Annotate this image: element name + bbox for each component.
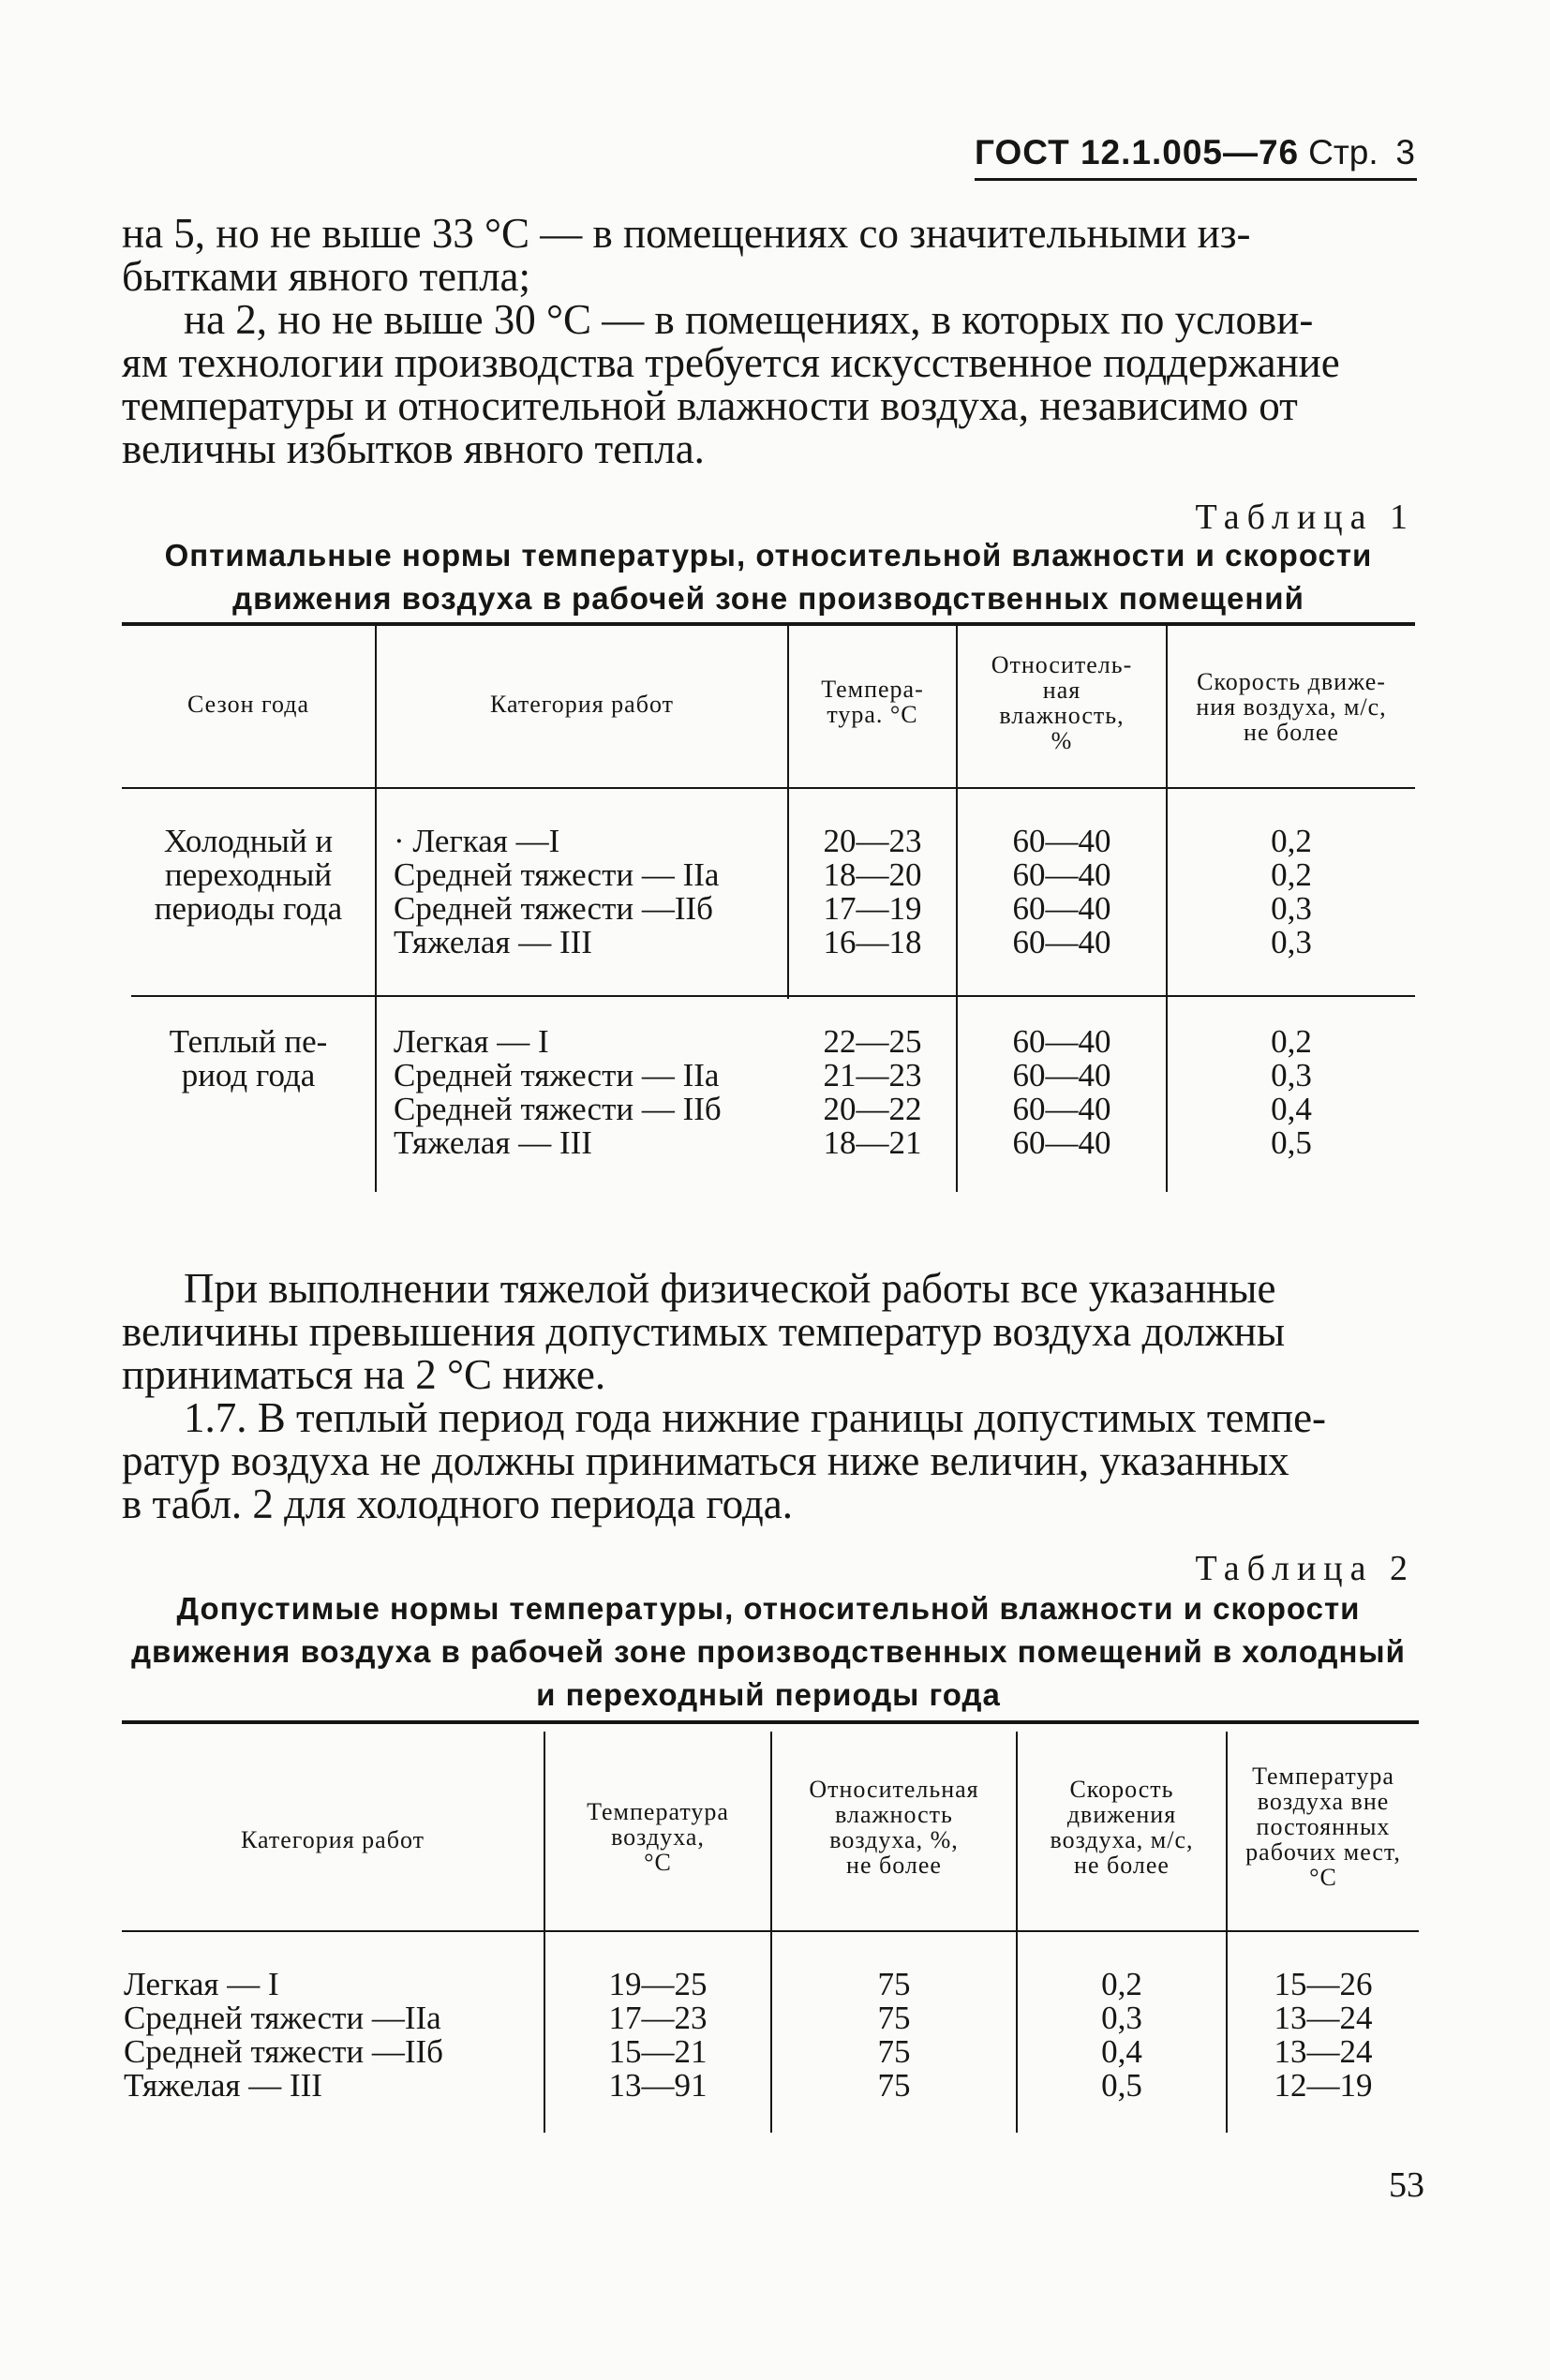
table2-title-line: движения воздуха в рабочей зоне производственных помещений в холодный xyxy=(131,1634,1406,1669)
middle-paragraph-1-first xyxy=(184,1267,1415,1310)
table2-label: Таблица 2 xyxy=(1195,1549,1415,1588)
text-line: величны избытков явного тепла. xyxy=(122,425,705,472)
table2-title xyxy=(122,1587,1415,1717)
header-page-number: 3 xyxy=(1395,133,1415,171)
text-line: в табл. 2 для холодного периода года. xyxy=(122,1480,794,1527)
table1-title-line: движения воздуха в рабочей зоне производственных помещений xyxy=(232,581,1304,616)
table1-season: Теплый пе- риод года xyxy=(169,1023,328,1093)
middle-paragraph-1 xyxy=(122,1310,1415,1396)
table1-speeds: 0,2 0,3 0,4 0,5 xyxy=(1271,1023,1312,1161)
header-rule xyxy=(975,178,1417,181)
middle-paragraph-2 xyxy=(122,1439,1415,1525)
table2-categories: Легкая — I Средней тяжести —IIа Средней тяжести —IIб Тяжелая — III xyxy=(124,1966,443,2104)
text-line: 1.7. В теплый период года нижние границы допустимых темпе- xyxy=(184,1394,1327,1441)
table1-title-line: Оптимальные нормы температуры, относительной влажности и скорости xyxy=(164,538,1373,573)
table1-header-speed: Скорость движе- ния воздуха, м/с, не более xyxy=(1196,668,1387,746)
table1-header-category: Категория работ xyxy=(490,691,674,718)
text-line: При выполнении тяжелой физической работы все указанные xyxy=(184,1265,1276,1312)
text-line: температуры и относительной влажности воздуха, независимо от xyxy=(122,382,1298,429)
intro-paragraph-1 xyxy=(122,212,1415,298)
table1-humidity: 60—40 60—40 60—40 60—40 xyxy=(1012,823,1111,960)
table1-header-temp: Темпера- тура. °С xyxy=(821,676,924,728)
table2-title-line: и переходный периоды года xyxy=(536,1677,1001,1712)
table2-header-speed: Скорость движения воздуха, м/с, не более xyxy=(1050,1776,1194,1879)
text-line: бытками явного тепла; xyxy=(122,253,531,300)
table2-speeds: 0,2 0,3 0,4 0,5 xyxy=(1101,1966,1142,2104)
table2-humidity: 75 75 75 75 xyxy=(877,1966,911,2104)
table2-title-line: Допустимые нормы температуры, относительной влажности и скорости xyxy=(176,1591,1361,1626)
text-line: на 2, но не выше 30 °С — в помещениях, в которых по услови- xyxy=(184,296,1314,343)
text-line: приниматься на 2 °С ниже. xyxy=(122,1351,606,1398)
table2-header-humidity: Относительная влажность воздуха, %, не более xyxy=(809,1776,979,1879)
table1-header-humidity: Относитель- ная влажность, % xyxy=(991,651,1133,754)
intro-paragraph-2 xyxy=(122,341,1415,470)
table1-humidity: 60—40 60—40 60—40 60—40 xyxy=(1012,1023,1111,1161)
text-line: величины превышения допустимых температур воздуха должны xyxy=(122,1308,1286,1355)
table2-top-rule xyxy=(122,1720,1419,1724)
table1-header-rule xyxy=(122,787,1415,789)
table1-categories: · Легкая —I Средней тяжести — IIа Средней тяжести —IIб Тяжелая — III xyxy=(394,823,720,960)
page-label: Стр. xyxy=(1308,133,1379,171)
standard-number: ГОСТ 12.1.005—76 xyxy=(975,133,1300,171)
table2-outside-temps: 15—26 13—24 13—24 12—19 xyxy=(1274,1966,1373,2104)
text-line: ратур воздуха не должны приниматься ниже величин, указанных xyxy=(122,1437,1289,1484)
table1-label: Таблица 1 xyxy=(1195,498,1415,537)
intro-paragraph-2-first xyxy=(184,298,1415,341)
table2-header-outside-temp: Температура воздуха вне постоянных рабочих мест, °С xyxy=(1245,1763,1401,1891)
table1-header-season: Сезон года xyxy=(186,691,310,718)
text-line: ям технологии производства требуется искусственное поддержание xyxy=(122,339,1340,386)
table1-group-rule xyxy=(131,995,1415,997)
table2-temps: 19—25 17—23 15—21 13—91 xyxy=(608,1966,708,2104)
text-line: на 5, но не выше 33 °С — в помещениях со значительными из- xyxy=(122,210,1251,257)
page-number: 53 xyxy=(1389,2165,1424,2205)
table1-temps: 22—25 21—23 20—22 18—21 xyxy=(823,1023,922,1161)
table1-title xyxy=(122,534,1415,620)
page-header xyxy=(975,133,1415,172)
table1-temps: 20—23 18—20 17—19 16—18 xyxy=(823,823,922,960)
table1-speeds: 0,2 0,2 0,3 0,3 xyxy=(1271,823,1312,960)
table2-header-category: Категория работ xyxy=(241,1826,425,1853)
table1-categories: Легкая — I Средней тяжести — IIа Средней тяжести — IIб Тяжелая — III xyxy=(394,1023,722,1161)
table1-top-rule xyxy=(122,622,1415,626)
table1-season: Холодный и переходный периоды года xyxy=(154,823,343,927)
middle-paragraph-2-first xyxy=(184,1396,1415,1439)
table2-header-temp: Температура воздуха, °С xyxy=(587,1798,729,1876)
